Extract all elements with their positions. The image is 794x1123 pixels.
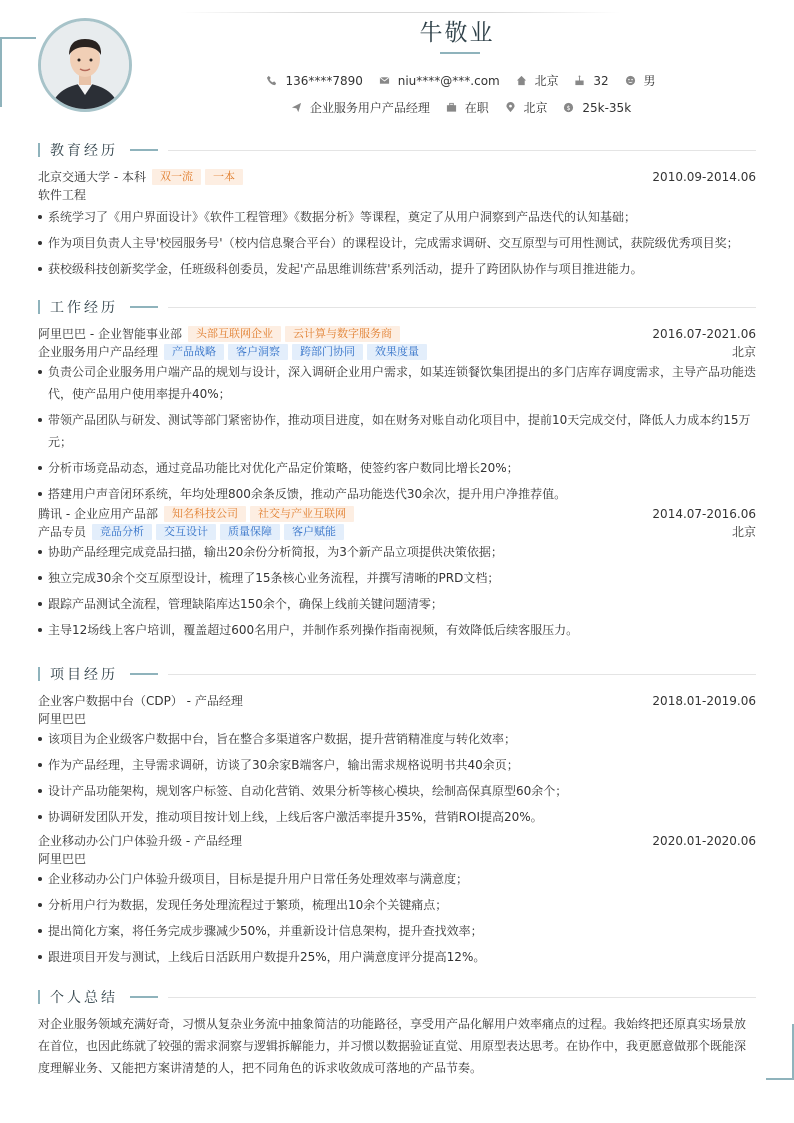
list-item: 负责公司企业服务用户端产品的规划与设计，深入调研企业用户需求，如某连锁餐饮集团提出的多门店库存调度需求，主导产品功能迭代，使产品用户使用率提升40%； (38, 361, 756, 405)
list-item: 作为项目负责人主导'校园服务号'（校内信息聚合平台）的课程设计，完成需求调研、交互原型与可用性测试，获院级优秀项目奖； (38, 232, 756, 254)
city-text: 北京 (534, 74, 559, 88)
list-item: 获校级科技创新奖学金，任班级科创委员，发起'产品思维训练营'系列活动，提升了跨团队协作与项目推进能力。 (38, 258, 756, 280)
section-line (168, 997, 756, 998)
section-line (168, 150, 756, 151)
education-section (38, 140, 756, 284)
job-city: 北京 (731, 525, 756, 539)
list-item: 企业移动办公门户体验升级项目，目标是提升用户日常任务处理效率与满意度； (38, 868, 756, 890)
salary-text: 25k-35k (582, 100, 632, 115)
name-underline (440, 52, 480, 54)
job-city: 北京 (731, 345, 756, 359)
project-name: 企业移动办公门户体验升级 - 产品经理 (38, 834, 242, 848)
job-role-row (38, 343, 756, 361)
section-dash (130, 306, 158, 308)
role-tag: 跨部门协同 (292, 344, 363, 360)
company-name: 阿里巴巴 - 企业智能事业部 (38, 327, 182, 341)
section-title: 教育经历 (50, 143, 118, 159)
home-icon (516, 75, 527, 86)
education-date: 2010.09-2014.06 (652, 170, 756, 184)
city-item (516, 72, 559, 89)
school-name: 北京交通大学 - 本科 (38, 170, 146, 184)
list-item: 系统学习了《用户界面设计》《软件工程管理》《数据分析》等课程，奠定了从用户洞察到产品迭代的认知基础； (38, 206, 756, 228)
company-tag: 社交与产业互联网 (250, 506, 354, 522)
job-date: 2014.07-2016.06 (652, 507, 756, 521)
project-bullets (38, 728, 756, 828)
projects-section (38, 664, 756, 972)
project-name: 企业客户数据中台（CDP） - 产品经理 (38, 694, 243, 708)
job-header-row (38, 505, 756, 523)
job-role: 产品专员 (38, 525, 87, 539)
list-item: 提出简化方案，将任务完成步骤减少50%，并重新设计信息架构，提升查找效率； (38, 920, 756, 942)
email-item (379, 74, 500, 88)
summary-section (38, 987, 756, 1079)
section-line (168, 674, 756, 675)
target-role-item (291, 99, 430, 116)
age-text: 32 (593, 73, 609, 88)
section-title: 工作经历 (50, 300, 118, 316)
candidate-name: 牛敬业 (419, 20, 495, 46)
status-text: 在职 (464, 101, 489, 115)
job-role-row (38, 523, 756, 541)
list-item: 跟进项目开发与测试，上线后日活跃用户数提升25%，用户满意度评分提高12%。 (38, 946, 756, 968)
gender-item (625, 72, 656, 89)
project-org-row (38, 850, 756, 868)
section-header (38, 664, 756, 684)
list-item: 协助产品经理完成竞品扫描，输出20余份分析简报，为3个新产品立项提供决策依据； (38, 541, 756, 563)
major-name: 软件工程 (38, 188, 87, 202)
briefcase-icon (446, 102, 457, 113)
role-tag: 客户赋能 (284, 524, 344, 540)
target-city-text: 北京 (523, 101, 548, 115)
target-role-text: 企业服务用户产品经理 (309, 101, 430, 115)
money-icon (563, 102, 574, 113)
job-intent-row (0, 99, 794, 116)
job-role: 企业服务用户产品经理 (38, 345, 159, 359)
role-tag: 交互设计 (156, 524, 216, 540)
list-item: 设计产品功能架构，规划客户标签、自动化营销、效果分析等核心模块，绘制高保真原型60余个； (38, 780, 756, 802)
job-header-row (38, 325, 756, 343)
mail-icon (379, 75, 390, 86)
section-dash (130, 149, 158, 151)
age-item (574, 74, 608, 88)
list-item: 独立完成30余个交互原型设计，梳理了15条核心业务流程，并撰写清晰的PRD文档； (38, 567, 756, 589)
section-title: 项目经历 (50, 667, 118, 683)
company-tag: 云计算与数字服务商 (285, 326, 400, 342)
role-tag: 质量保障 (220, 524, 280, 540)
section-header (38, 987, 756, 1007)
location-icon (505, 102, 516, 113)
section-header (38, 140, 756, 160)
phone-icon (266, 75, 277, 86)
list-item: 分析用户行为数据，发现任务处理流程过于繁琐，梳理出10余个关键痛点； (38, 894, 756, 916)
job-bullets (38, 541, 756, 641)
education-header-row (38, 168, 756, 186)
phone-text: 136****7890 (285, 73, 363, 88)
status-item (446, 99, 489, 116)
project-org: 阿里巴巴 (38, 712, 87, 726)
top-divider (180, 12, 620, 13)
section-dash (130, 673, 158, 675)
email-text: niu****@***.com (397, 73, 500, 88)
school-tag: 一本 (205, 169, 243, 185)
major-row (38, 186, 756, 204)
list-item: 分析市场竞品动态，通过竞品功能比对优化产品定价策略，使签约客户数同比增长20%； (38, 457, 756, 479)
school-tag: 双一流 (152, 169, 201, 185)
corner-decoration-bottom-right (766, 1024, 794, 1080)
cake-icon (574, 75, 585, 86)
phone-item (266, 74, 362, 88)
section-bar (38, 143, 40, 157)
svg-text:$: $ (566, 103, 571, 112)
list-item: 该项目为企业级客户数据中台，旨在整合多渠道客户数据，提升营销精准度与转化效率； (38, 728, 756, 750)
list-item: 搭建用户声音闭环系统，年均处理800余条反馈，推动产品功能迭代30余次，提升用户净推荐值。 (38, 483, 756, 505)
role-tag: 效果度量 (367, 344, 427, 360)
section-title: 个人总结 (50, 990, 118, 1006)
job-bullets (38, 361, 756, 505)
company-tag: 头部互联网企业 (188, 326, 281, 342)
list-item: 带领产品团队与研发、测试等部门紧密协作，推动项目进度，如在财务对账自动化项目中，提前10天完成交付，降低人力成本约15万元； (38, 409, 756, 453)
contact-row (0, 72, 794, 89)
company-name: 腾讯 - 企业应用产品部 (38, 507, 158, 521)
job-date: 2016.07-2021.06 (652, 327, 756, 341)
role-tag: 产品战略 (164, 344, 224, 360)
section-dash (130, 996, 158, 998)
gender-text: 男 (643, 74, 656, 88)
section-line (168, 307, 756, 308)
project-header-row (38, 692, 756, 710)
list-item: 作为产品经理，主导需求调研，访谈了30余家B端客户，输出需求规格说明书共40余页； (38, 754, 756, 776)
work-section (38, 297, 756, 645)
project-date: 2020.01-2020.06 (652, 834, 756, 848)
section-bar (38, 990, 40, 1004)
project-org: 阿里巴巴 (38, 852, 87, 866)
section-header (38, 297, 756, 317)
role-tag: 客户洞察 (228, 344, 288, 360)
company-tag: 知名科技公司 (164, 506, 246, 522)
gender-icon (625, 75, 636, 86)
salary-item (563, 101, 631, 115)
summary-text: 对企业服务领域充满好奇，习惯从复杂业务流中抽象简洁的功能路径，享受用产品化解用户效率痛点的过程。我始终把还原真实场景放在首位，也因此练就了较强的需求洞察与逻辑拆解能力，并习惯以数据验证直觉、用原型表达思考。在协作中，我更愿意做那个既能深度理解业务、又能把方案讲清楚的人，把不同角色的诉求收敛成可落地的产品节奏。 (38, 1017, 747, 1075)
section-bar (38, 300, 40, 314)
send-icon (291, 102, 302, 113)
section-bar (38, 667, 40, 681)
target-city-item (505, 99, 548, 116)
list-item: 跟踪产品测试全流程，管理缺陷库达150余个，确保上线前关键问题清零； (38, 593, 756, 615)
project-date: 2018.01-2019.06 (652, 694, 756, 708)
project-header-row (38, 832, 756, 850)
project-org-row (38, 710, 756, 728)
list-item: 协调研发团队开发，推动项目按计划上线，上线后客户激活率提升35%，营销ROI提高20%。 (38, 806, 756, 828)
education-bullets (38, 206, 756, 280)
project-bullets (38, 868, 756, 968)
list-item: 主导12场线上客户培训，覆盖超过600名用户，并制作系列操作指南视频，有效降低后续客服压力。 (38, 619, 756, 641)
role-tag: 竞品分析 (92, 524, 152, 540)
